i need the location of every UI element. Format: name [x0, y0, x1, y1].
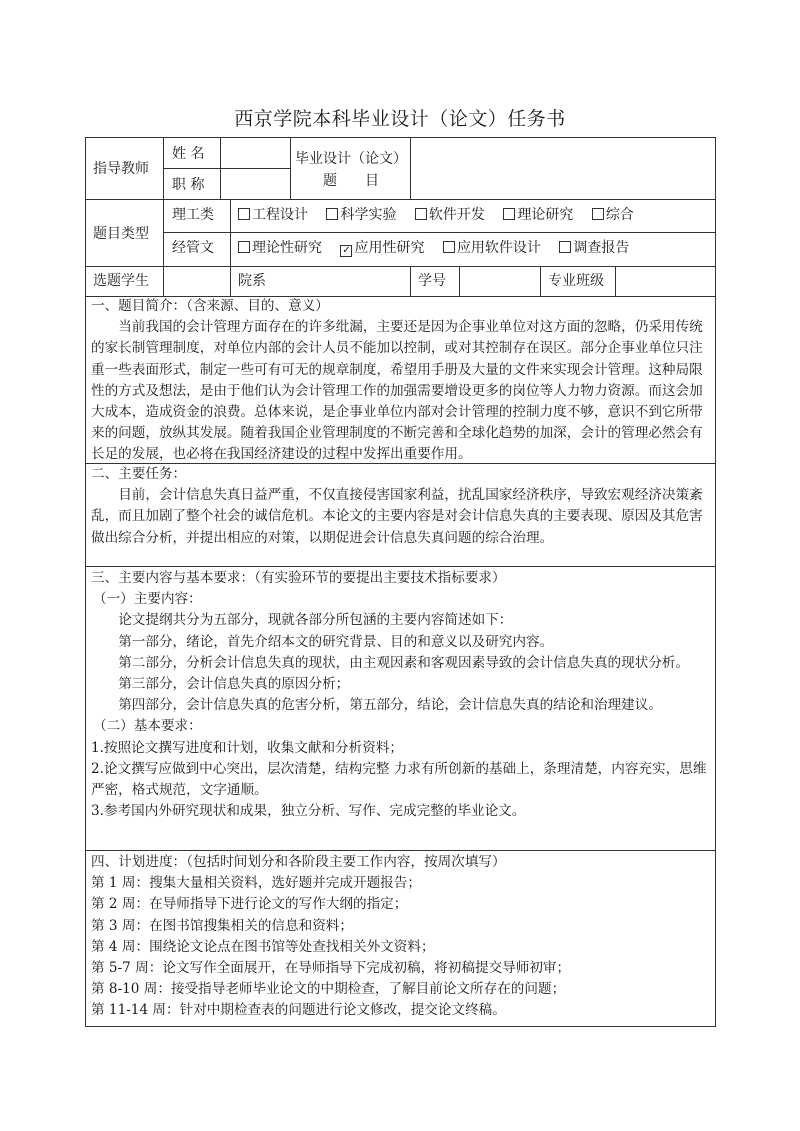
section-heading: 四、计划进度：（包括时间划分和各阶段主要工作内容，按周次填写） [91, 854, 506, 870]
option-applied-study[interactable]: ✓ 应用性研究 [342, 240, 425, 256]
col-divider [163, 137, 164, 296]
checkbox-icon[interactable] [415, 208, 427, 220]
student-label: 选题学生 [93, 273, 149, 289]
option-theory-research[interactable]: 理论研究 [503, 207, 573, 223]
content-line: 论文提纲共分为五部分，现就各部分所包涵的主要内容简述如下： [118, 612, 513, 629]
option-applied-software[interactable]: 应用软件设计 [443, 240, 541, 256]
option-theoretical-study[interactable]: 理论性研究 [238, 240, 322, 256]
row-divider [85, 850, 716, 851]
week-item: 第 4 周：围绕论文论点在图书馆等处查找相关外文资料； [91, 938, 435, 955]
checkbox-icon[interactable] [238, 208, 250, 220]
content-line: 第二部分，分析会计信息失真的现状，由主观因素和客观因素导致的会计信息失真的现状分析。 [118, 654, 690, 671]
option-science-experiment[interactable]: 科学实验 [326, 207, 396, 223]
week-item: 第 1 周：搜集大量相关资料，选好题并完成开题报告； [91, 875, 421, 892]
week-item: 第 5-7 周：论文写作全面展开，在导师指导下完成初稿，将初稿提交导师初审； [91, 960, 571, 977]
checkbox-icon[interactable] [326, 208, 338, 220]
checkbox-icon[interactable] [443, 241, 455, 253]
option-comprehensive[interactable]: 综合 [592, 207, 634, 223]
science-category-label: 理工类 [172, 207, 214, 223]
requirement-item: 1.按照论文撰写进度和计划，收集文献和分析资料； [91, 739, 404, 756]
section-heading: 一、题目简介：（含来源、目的、意义） [91, 298, 329, 314]
advisor-name-label: 姓 名 [172, 146, 205, 162]
subheading-content: （一）主要内容： [93, 591, 202, 608]
section-topic-intro [91, 296, 711, 466]
advisor-label: 指导教师 [93, 161, 149, 177]
option-software-dev[interactable]: 软件开发 [415, 207, 485, 223]
content-line: 第一部分，绪论，首先介绍本文的研究背景、目的和意义以及研究内容。 [118, 633, 554, 650]
row-divider [85, 199, 716, 200]
student-id-label: 学号 [418, 273, 446, 289]
section-content-requirements [91, 568, 711, 822]
topic-type-label: 题目类型 [93, 226, 149, 242]
col-divider [459, 266, 460, 296]
thesis-title-label: 毕业设计（论文） [295, 151, 407, 167]
row-divider [85, 566, 716, 567]
content-line: 第三部分，会计信息失真的原因分析； [118, 676, 350, 693]
checkbox-checked-icon[interactable]: ✓ [342, 245, 351, 256]
row-divider [163, 232, 716, 233]
section-body: 目前，会计信息失真日益严重，不仅直接侵害国家利益，扰乱国家经济秩序，导致宏观经济决策紊乱，而且加剧了整个社会的诚信危机。本论文的主要内容是对会计信息失真的主要表现、原因及其危害做出综合分析，并提出相应的对策，以期促进会计信息失真问题的综合治理。 [91, 487, 703, 546]
col-divider [615, 266, 616, 296]
week-item: 第 2 周：在导师指导下进行论文的写作大纲的指定； [91, 896, 408, 913]
week-item: 第 8-10 周：接受指导老师毕业论文的中期检查，了解目前论文所存在的问题； [91, 981, 566, 998]
checkbox-icon[interactable] [559, 241, 571, 253]
science-options [238, 207, 648, 223]
section-body: 当前我国的会计管理方面存在的许多纰漏，主要还是因为企事业单位对这方面的忽略，仍采用传统的家长制管理制度，对单位内部的会计人员不能加以控制，或对其控制存在误区。部分企事业单位只注重一些表面形式，制定一些可有可无的规章制度，希望用手册及大量的文件来实现会计管理。这种局限性的方式及想法，是由于他们认为会计管理工作的加强需要增设更多的岗位等人力物力资源。而这会加大成本，造成资金的浪费。总体来说，是企事业单位内部对会计管理的控制力度不够，意识不到它所带来的问题，放纵其发展。随着我国企业管理制度的不断完善和全球化趋势的加深，会计的管理必然会有长足的发展，也必将在我国经济建设的过程中发挥出重要作用。 [91, 319, 703, 463]
requirement-item: 3.参考国内外研究现状和成果，独立分析、写作、完成完整的毕业论文。 [91, 803, 526, 820]
col-divider [410, 266, 411, 296]
col-divider [230, 199, 231, 296]
econ-category-label: 经管文 [172, 240, 214, 256]
option-engineering-design[interactable]: 工程设计 [238, 207, 308, 223]
checkbox-icon[interactable] [503, 208, 515, 220]
requirement-item: 2.论文撰写应做到中心突出，层次清楚，结构完整 力求有所创新的基础上，条理清楚，内容充实，思维严密，格式规范，文字通顺。 [91, 760, 707, 799]
checkbox-icon[interactable] [238, 241, 250, 253]
thesis-title-label-2: 题 目 [323, 173, 379, 189]
section-main-tasks [91, 464, 711, 549]
section-heading: 三、主要内容与基本要求：（有实验环节的要提出主要技术指标要求） [91, 570, 506, 586]
advisor-rank-label: 职 称 [172, 177, 205, 193]
col-divider [290, 137, 291, 199]
row-divider [85, 266, 716, 267]
option-survey-report[interactable]: 调查报告 [559, 240, 629, 256]
econ-options [238, 240, 643, 257]
content-line: 第四部分，会计信息失真的危害分析，第五部分，结论，会计信息失真的结论和治理建议。 [118, 697, 662, 714]
week-item: 第 3 周：在图书馆搜集相关的信息和资料； [91, 917, 353, 934]
major-class-label: 专业班级 [548, 273, 604, 289]
section-heading: 二、主要任务： [91, 466, 187, 482]
checkbox-icon[interactable] [592, 208, 604, 220]
col-divider [410, 137, 411, 199]
page-title: 西京学院本科毕业设计（论文）任务书 [234, 108, 566, 130]
row-divider [163, 168, 290, 169]
col-divider [220, 137, 221, 199]
week-item: 第 11-14 周：针对中期检查表的问题进行论文修改，提交论文终稿。 [91, 1002, 506, 1019]
col-divider [540, 266, 541, 296]
subheading-requirements: （二）基本要求： [93, 718, 202, 735]
section-schedule [91, 852, 711, 1022]
department-label: 院系 [238, 273, 266, 289]
